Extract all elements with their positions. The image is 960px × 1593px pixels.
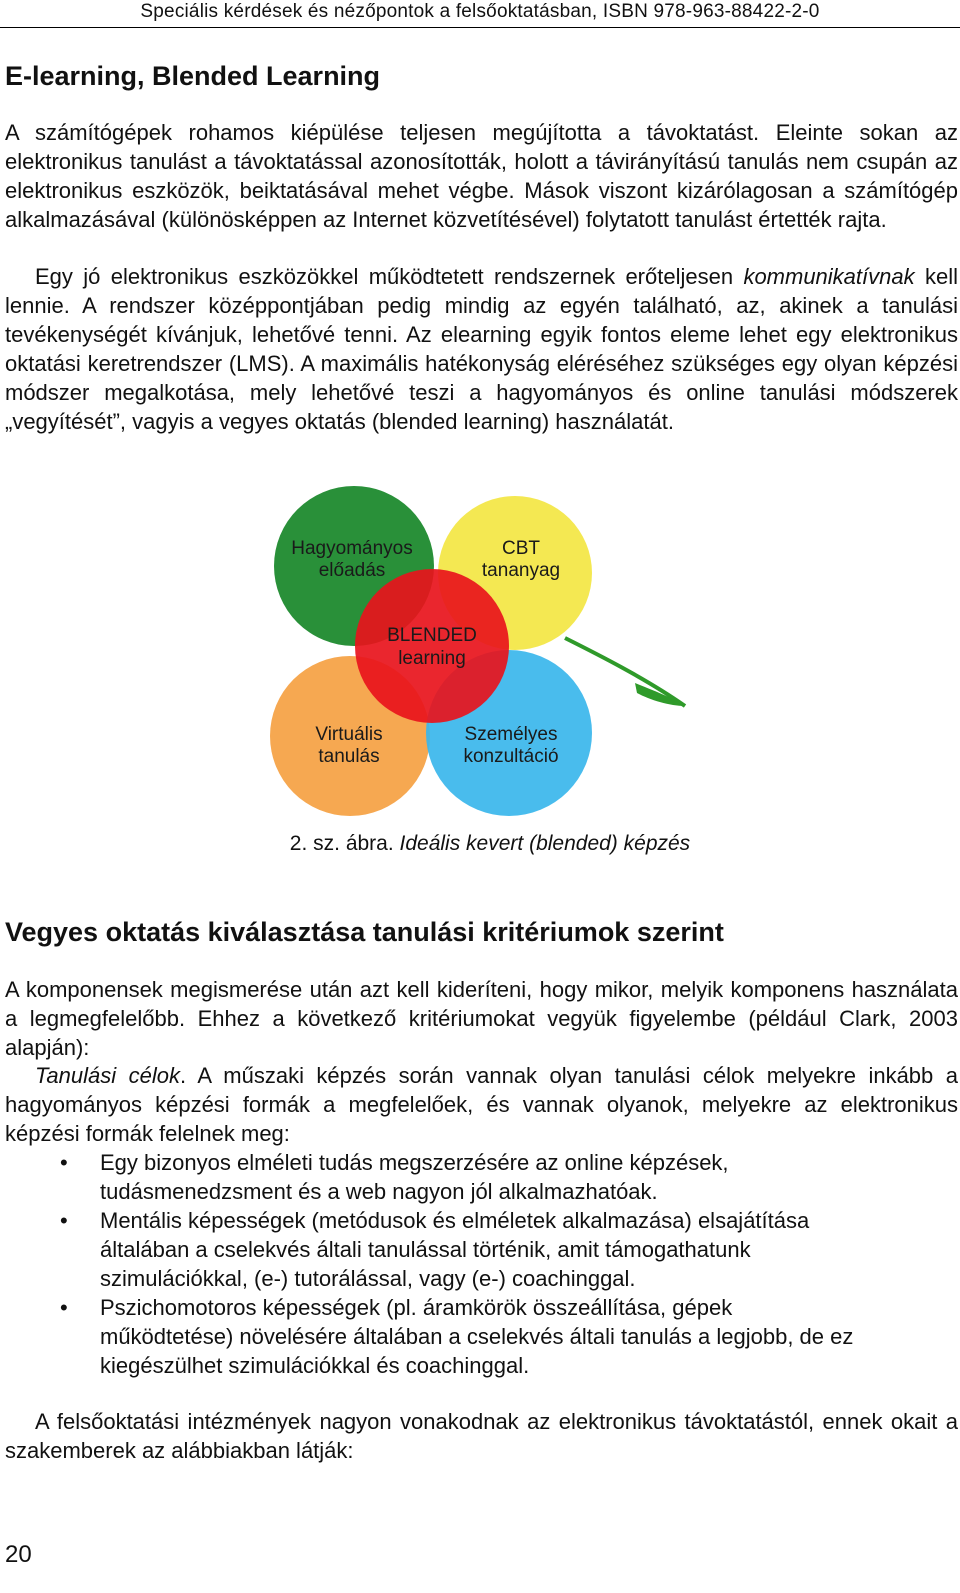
blended-learning-diagram — [265, 478, 705, 818]
criteria-list — [0, 1148, 960, 1380]
learning-goals-term: Tanulási célok — [35, 1063, 180, 1088]
section-heading-blended-selection: Vegyes oktatás kiválasztása tanulási kritériumok szerint — [5, 917, 724, 947]
header-rule — [0, 27, 960, 28]
communicative-paragraph-start: Egy jó elektronikus eszközökkel működtetett rendszernek erőteljesen — [35, 264, 744, 289]
learning-goals-paragraph — [5, 1061, 958, 1148]
label-virtual-line2: tanulás — [318, 746, 380, 767]
list-item — [0, 1148, 860, 1206]
list-item-text: Mentális képességek (metódusok és elméletek alkalmazása) elsajátítása általában a cselekvés általi tanulással történik, amit támogathatunk szimulációkkal, (e-) tutorálással, vagy (e-) coachinggal. — [100, 1208, 810, 1291]
list-item-text: Egy bizonyos elméleti tudás megszerzésére az online képzések, tudásmenedzsment és a web nagyon jól alkalmazhatóak. — [100, 1150, 729, 1204]
institutions-paragraph — [5, 1407, 958, 1465]
communicative-paragraph — [5, 262, 958, 436]
running-header — [0, 0, 960, 26]
communicative-paragraph-emphasis: kommunikatívnak — [743, 264, 915, 289]
circle-blended-learning — [355, 569, 509, 723]
institutions-paragraph-text: A felsőoktatási intézmények nagyon vonakodnak az elektronikus távoktatástól, ennek okait a szakemberek az alábbiakban látják: — [5, 1409, 958, 1463]
bullet-marker: • — [60, 1150, 68, 1175]
label-virtual-line1: Virtuális — [315, 724, 383, 745]
components-paragraph: A komponensek megismerése után azt kell kideríteni, hogy mikor, melyik komponens használata a legmegfelelőbb. Ehhez a következő kritériumokat vegyük figyelembe (például Clark, 2003 alapján): — [5, 977, 958, 1060]
label-cbt-line2: tananyag — [481, 560, 561, 581]
running-header-text: Speciális kérdések és nézőpontok a felsőoktatásban, ISBN 978-963-88422-2-0 — [140, 1, 820, 22]
figure-caption-number: 2. sz. ábra. — [289, 832, 400, 855]
label-cbt-line1: CBT — [502, 538, 540, 559]
list-item — [0, 1293, 860, 1380]
figure-caption — [0, 830, 960, 858]
list-item-text: Pszichomotoros képességek (pl. áramkörök összeállítása, gépek működtetése) növelésére általában a cselekvés általi tanulás a legjobb, de ez kiegészülhet szimulációkkal és coachinggal. — [100, 1295, 854, 1378]
bullet-marker: • — [60, 1295, 68, 1320]
section-heading-elearning: E-learning, Blended Learning — [5, 61, 381, 91]
label-traditional-line2: előadás — [318, 560, 386, 581]
label-blended-line2: learning — [398, 648, 466, 669]
page-number: 20 — [5, 1541, 32, 1568]
label-traditional-line1: Hagyományos — [291, 538, 413, 559]
bullet-marker: • — [60, 1208, 68, 1233]
figure-caption-title: Ideális kevert (blended) képzés — [399, 832, 691, 855]
communicative-paragraph-rest: kell lennie. A rendszer középpontjában pedig mindig az egyén található, az, akinek a tanulási tevékenységét kívánjuk, lehetővé tenni. Az elearning egyik fontos eleme lehet egy elektronikus oktatási keretrendszer (LMS). A maximális hatékonyság eléréséhez szükséges egy olyan képzési módszer megalkotása, mely lehetővé teszi a hagyományos és online tanulási módszerek „vegyítését”, vagyis a vegyes oktatás (blended learning) használatát. — [5, 264, 958, 434]
label-blended-line1: BLENDED — [387, 625, 477, 646]
label-consultation-line2: konzultáció — [463, 746, 559, 767]
label-consultation-line1: Személyes — [464, 724, 558, 745]
list-item — [0, 1206, 860, 1293]
learning-goals-text: . A műszaki képzés során vannak olyan tanulási célok melyekre inkább a hagyományos képzési formák a megfelelőek, és vannak olyanok, melyekre az elektronikus képzési formák felelnek meg: — [5, 1063, 958, 1146]
intro-paragraph: A számítógépek rohamos kiépülése teljesen megújította a távoktatást. Eleinte sokan az elektronikus tanulást a távoktatással azonosították, holott a távirányítású tanulás nem csupán az elektronikus eszközök, beiktatásával mehet végbe. Mások viszont kizárólagosan a számítógép alkalmazásával (különösképpen az Internet közvetítésével) folytatott tanulást értették rajta. — [5, 120, 958, 232]
